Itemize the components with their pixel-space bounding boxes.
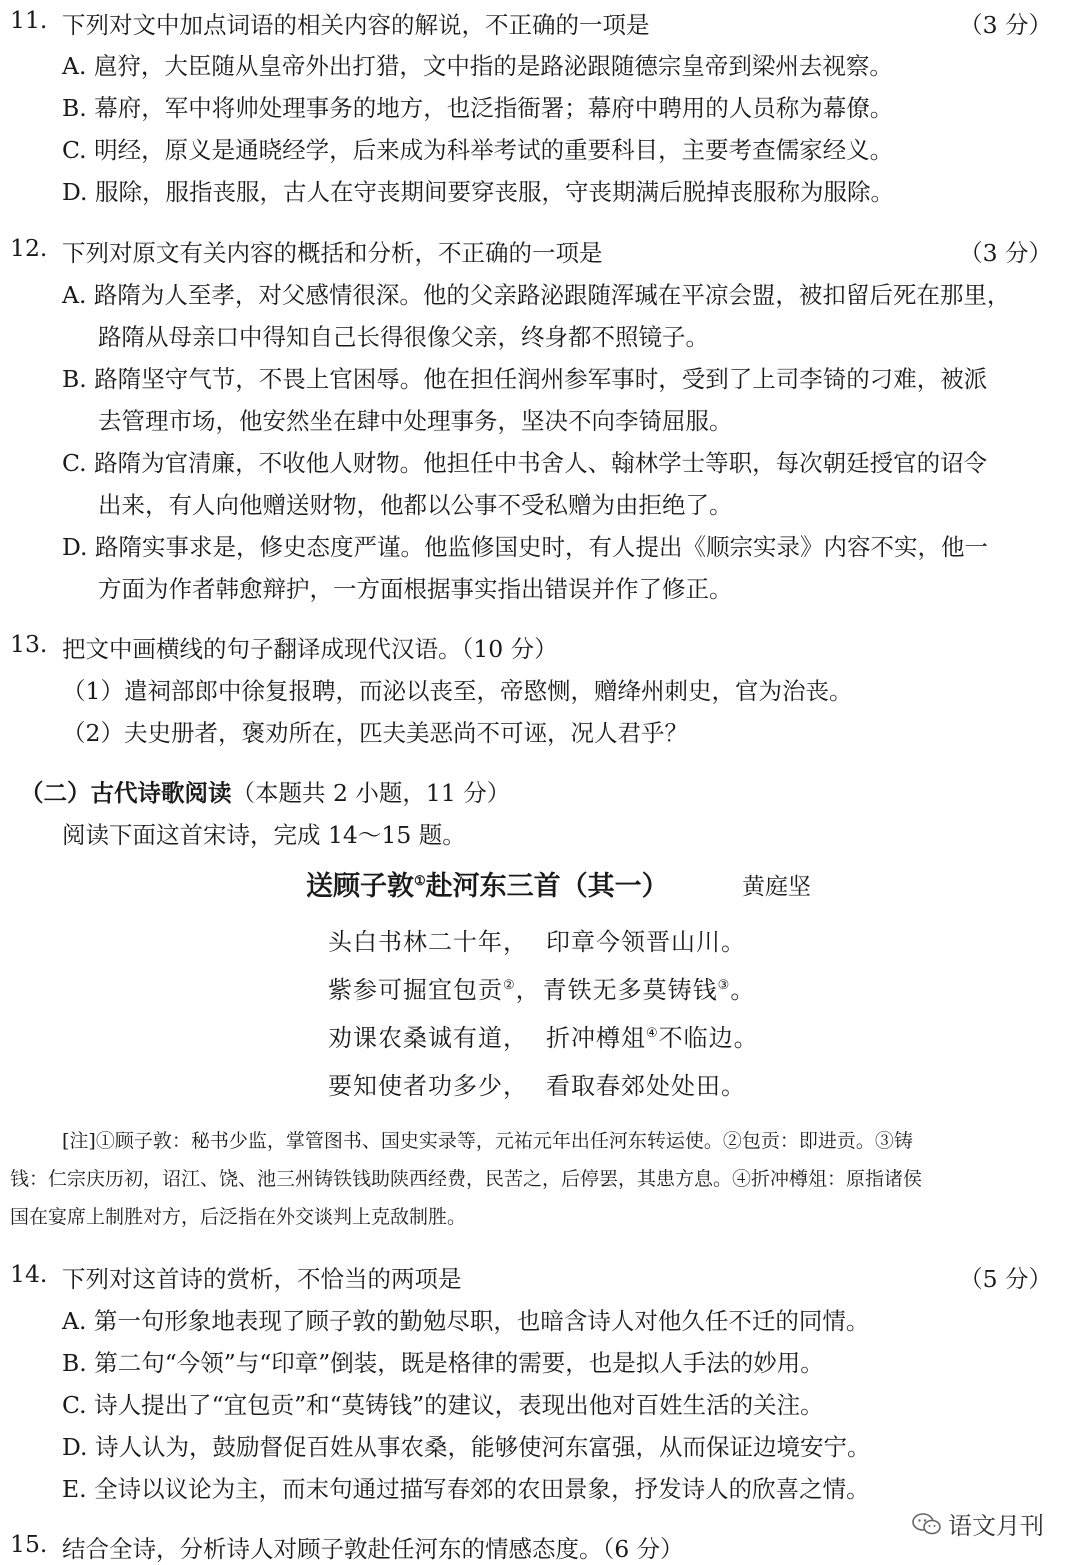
poem-line-4-second-half: 看取春郊处处田。 <box>546 1072 746 1100</box>
poem-line-3 <box>328 1018 759 1053</box>
q11-option-c: C. 明经，原义是通晓经学，后来成为科举考试的重要科目，主要考查儒家经义。 <box>62 136 894 164</box>
q12-option-a-line2: 路隋从母亲口中得知自己长得很像父亲，终身都不照镜子。 <box>98 323 709 351</box>
poem-footnote-4: ④ <box>646 1026 659 1041</box>
note-line-1: [注]①顾子敦：秘书少监，掌管图书、国史实录等，元祐元年出任河东转运使。②包贡：即进贡。③铸 <box>62 1130 913 1152</box>
q13-stem: 把文中画横线的句子翻译成现代汉语。（10 分） <box>62 635 558 663</box>
q12-option-b-line2: 去管理市场，他安然坐在肆中处理事务，坚决不向李锜屈服。 <box>98 407 733 435</box>
q13-number: 13. <box>10 630 48 658</box>
poem-line-1-second-half: 印章今领晋山川。 <box>546 928 746 956</box>
poem-line-2-second-half: 青铁无多莫铸钱 <box>542 976 718 1004</box>
section-heading-bold: （二）古代诗歌阅读 <box>20 779 232 807</box>
q12-option-d-line1: D. 路隋实事求是，修史态度严谨。他监修国史时，有人提出《顺宗实录》内容不实，他一 <box>62 533 988 561</box>
poem-line-2-period: 。 <box>730 976 756 1004</box>
poem-line-3-tail: 不临边。 <box>658 1024 759 1052</box>
q14-option-a: A. 第一句形象地表现了顾子敦的勤勉尽职，也暗含诗人对他久任不迁的同情。 <box>62 1307 870 1335</box>
q14-option-d: D. 诗人认为，鼓励督促百姓从事农桑，能够使河东富强，从而保证边境安宁。 <box>62 1433 871 1461</box>
q12-stem: 下列对原文有关内容的概括和分析，不正确的一项是 <box>62 239 603 267</box>
q11-stem: 下列对文中加点词语的相关内容的解说，不正确的一项是 <box>62 11 650 39</box>
section-heading <box>20 774 510 808</box>
q12-option-c-line1: C. 路隋为官清廉，不收他人财物。他担任中书舍人、翰林学士等职，每次朝廷授官的诏令 <box>62 449 988 477</box>
q12-option-b-line1: B. 路隋坚守气节，不畏上官困辱。他在担任润州参军事时，受到了上司李锜的刁难，被派 <box>62 365 988 393</box>
poem-line-2 <box>328 970 755 1005</box>
section-heading-rest: （本题共 2 小题，11 分） <box>231 779 511 807</box>
q12-score: （3 分） <box>959 239 1052 267</box>
q11-option-a: A. 扈狩，大臣随从皇帝外出打猎，文中指的是路泌跟随德宗皇帝到梁州去视察。 <box>62 52 893 80</box>
poem-footnote-3: ③ <box>717 978 731 993</box>
q13-item-2: （2）夫史册者，褒劝所在，匹夫美恶尚不可诬，况人君乎？ <box>62 719 688 747</box>
q12-option-d-line2: 方面为作者韩愈辩护，一方面根据事实指出错误并作了修正。 <box>98 575 733 603</box>
poem-line-2-comma: ， <box>515 976 541 1004</box>
poem-title-footnote-mark: ① <box>414 874 426 889</box>
q14-score: （5 分） <box>959 1265 1052 1293</box>
poem-line-2-first-half: 紫参可掘宜包贡 <box>328 976 503 1004</box>
q12-option-c-line2: 出来，有人向他赠送财物，他都以公事不受私赠为由拒绝了。 <box>98 491 733 519</box>
q13-item-1: （1）遣祠部郎中徐复报聘，而泌以丧至，帝愍恻，赠绛州刺史，官为治丧。 <box>62 677 853 705</box>
watermark <box>912 1506 1044 1541</box>
poem-line-4 <box>328 1066 746 1101</box>
q11-option-d: D. 服除，服指丧服，古人在守丧期间要穿丧服，守丧期满后脱掉丧服称为服除。 <box>62 178 894 206</box>
note-line-3: 国在宴席上制胜对方，后泛指在外交谈判上克敌制胜。 <box>10 1206 467 1228</box>
q11-score: （3 分） <box>959 11 1052 39</box>
poem-line-1-first-half: 头白书林二十年， <box>328 928 528 956</box>
q11-option-b: B. 幕府，军中将帅处理事务的地方，也泛指衙署；幕府中聘用的人员称为幕僚。 <box>62 94 894 122</box>
poem-line-4-first-half: 要知使者功多少， <box>328 1072 528 1100</box>
watermark-text: 语文月刊 <box>948 1512 1044 1540</box>
wechat-icon <box>912 1512 942 1536</box>
poem-line-3-first-half: 劝课农桑诚有道， <box>328 1024 528 1052</box>
poem-footnote-2: ② <box>503 978 516 993</box>
q12-number: 12. <box>10 234 48 262</box>
poem-title-part-b: 赴河东三首（其一） <box>425 871 669 902</box>
q14-option-b: B. 第二句“今领”与“印章”倒装，既是格律的需要，也是拟人手法的妙用。 <box>62 1349 824 1377</box>
q15-stem: 结合全诗，分析诗人对顾子敦赴任河东的情感态度。（6 分） <box>62 1535 684 1563</box>
poem-line-1 <box>328 922 746 957</box>
poem-title <box>306 864 669 903</box>
section-intro: 阅读下面这首宋诗，完成 14～15 题。 <box>62 821 466 849</box>
q14-option-c: C. 诗人提出了“宜包贡”和“莫铸钱”的建议，表现出他对百姓生活的关注。 <box>62 1391 824 1419</box>
q14-number: 14. <box>10 1260 48 1288</box>
q11-number: 11. <box>10 6 48 34</box>
poem-line-3-second-half: 折冲樽俎 <box>546 1024 646 1052</box>
q14-option-e: E. 全诗以议论为主，而末句通过描写春郊的农田景象，抒发诗人的欣喜之情。 <box>62 1475 870 1503</box>
q12-option-a-line1: A. 路隋为人至孝，对父感情很深。他的父亲路泌跟随浑瑊在平凉会盟，被扣留后死在那里， <box>62 281 1011 309</box>
poem-author: 黄庭坚 <box>742 874 811 900</box>
q15-number: 15. <box>10 1530 48 1558</box>
poem-title-part-a: 送顾子敦 <box>306 871 414 902</box>
note-line-2: 钱：仁宗庆历初，诏江、饶、池三州铸铁钱助陕西经费，民苦之，后停罢，其患方息。④折冲樽俎：原指诸侯 <box>10 1168 923 1190</box>
q14-stem: 下列对这首诗的赏析，不恰当的两项是 <box>62 1265 462 1293</box>
